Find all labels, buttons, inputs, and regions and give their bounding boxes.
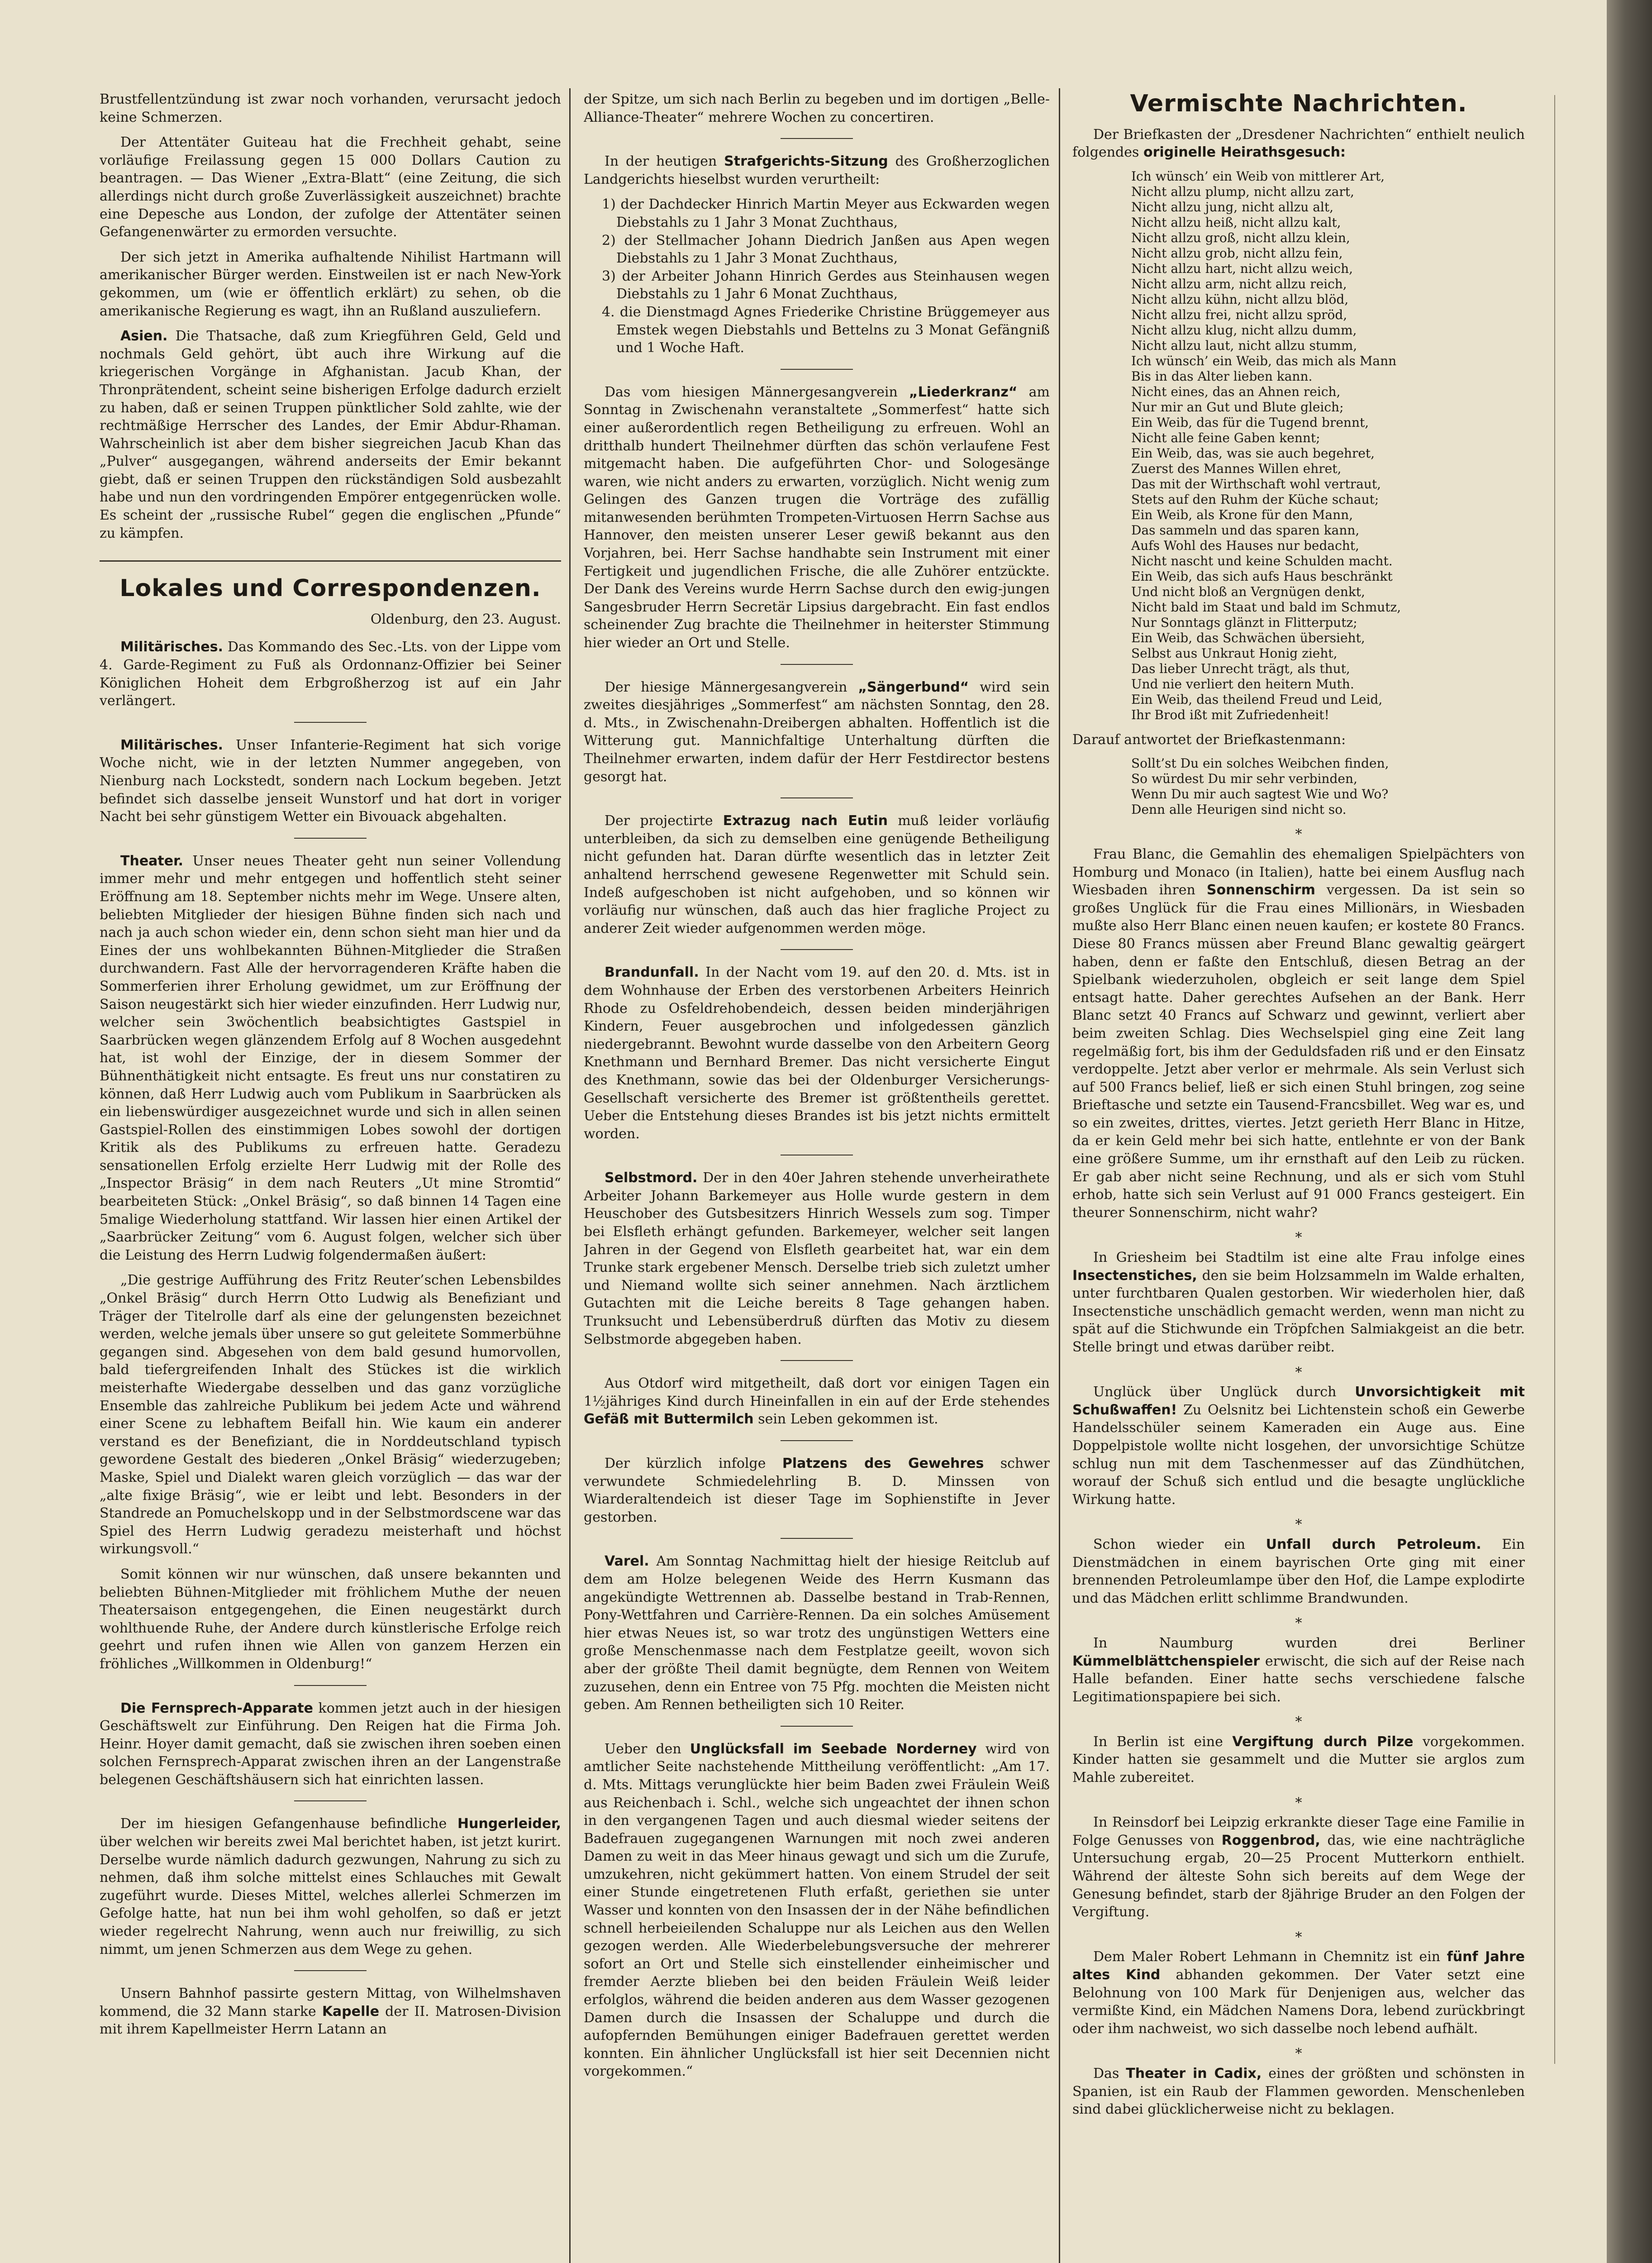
article-selbstmord (584, 1169, 1050, 1348)
poem-line: Ein Weib, das theilend Freud und Leid, (1131, 692, 1383, 707)
article-text: In der Nacht vom 19. auf den 20. d. Mts. ist in dem Wohnhause der Erben des verstorbenen Arbeiters Heinrich Rhode zu Osfeldrehobendeich, dessen beiden minderjährigen Kindern, Feuer ausgebrochen und infolgedessen gänzlich niedergebrannt. Bewohnt wurde dasselbe von den Arbeitern Georg Knethmann und Bernhard Bremer. Das nicht versicherte Eingut des Knethmann, sowie das bei der Oldenburger Versicherungs-Gesellschaft versicherte des Bremer ist größtentheils gerettet. Ueber die Entstehung dieses Brandes ist bis jetzt nichts ermittelt worden. (584, 964, 1050, 1142)
page-edge-line (1554, 95, 1555, 2064)
divider (294, 838, 367, 839)
poem-line: Nicht allzu laut, nicht allzu stumm, (1131, 338, 1357, 353)
article-text: wird sein zweites diesjähriges „Sommerfest“ am nächsten Sonntag, den 28. d. Mts., in Zwischenahn-Dreibergen abhalten. Hoffentlich ist die Witterung gut. Mannichfaltige Unterhaltung dürften die Theilnehmer erwarten, indem dafür der Herr Festdirector bestens gesorgt hat. (584, 679, 1050, 785)
poem-line: Aufs Wohl des Hauses nur bedacht, (1131, 538, 1359, 553)
article-text: Die Thatsache, daß zum Kriegführen Geld, Geld und nochmals Geld gehört, übt auch ihre Wirkung auf die kriegerischen Vorgänge in Afghanistan. Jacub Khan, der Thronprätendent, scheint seine bisherigen Erfolge dadurch erzielt zu haben, daß er seinen Truppen pünktlicher Sold zahlte, wie der rechtmäßige Herrscher des Landes, der Emir Abdur-Rhaman. Wahrscheinlich ist aber dem bisher siegreichen Jacub Khan das „Pulver“ ausgegangen, während anderseits der Emir bekannt giebt, daß er seinen Truppen den rückständigen Sold ausbezahlt habe und nun den vordringenden Empörer entgegenrücken wolle. Es scheint der „russische Rubel“ gegen die englischen „Pfunde“ zu kämpfen. (100, 328, 561, 541)
divider (781, 1440, 853, 1441)
quotation: „Die gestrige Aufführung des Fritz Reuter’schen Lebensbildes „Onkel Bräsig“ durch Herrn Otto Ludwig als Benefiziant und Träger der Titelrolle darf als eine der gelungensten bezeichnet werden, welche jemals über unsere so gut geleitete Sommerbühne gegangen sind. Abgesehen von dem bald gesund humorvollen, bald tiefergreifenden Inhalt des Stückes ist die wirklich meisterhafte Wiedergabe desselben und das ganz vorzügliche Ensemble das zahlreiche Publikum bei jedem Acte und während einer Scene zu lebhaftem Beifall hin. Wie kaum ein anderer verstand es der Benefiziant, die in Norddeutschland typisch gewordene Gestalt des biederen „Onkel Bräsig“ wiederzugeben; Maske, Spiel und Dialekt waren gleich vorzüglich — das war der „alte fixige Bräsig“, wie er leibt und lebt. Besonders in der Standrede an Pomuchelskopp und in der Selbstmordscene war das Spiel des Herrn Ludwig geradezu meisterhaft und höchst wirkungsvoll.“ (100, 1272, 561, 1557)
article-text: Der Briefkasten der „Dresdener Nachrichten“ enthielt neulich folgendes (1072, 126, 1525, 161)
separator-star: * (1295, 1517, 1302, 1533)
article-keyword: Vergiftung durch Pilze (1232, 1733, 1414, 1750)
article-text: In Griesheim bei Stadtilm ist eine alte Frau infolge eines (1093, 1250, 1525, 1266)
poem-line: Nicht allzu jung, nicht allzu alt, (1131, 199, 1334, 215)
column-1 (100, 91, 561, 2263)
article-text: das, wie eine nachträgliche Untersuchung ergab, 20—25 Procent Mutterkorn enthielt. Während der älteste Sohn sich bereits auf dem Wege der Genesung befindet, starb der 8jährige Bruder an den Folgen der Vergiftung. (1072, 1832, 1525, 1920)
article-insectenstich (1072, 1249, 1525, 1356)
article-text: vorgekommen. Kinder hatten sie gesammelt und die Mutter sie arglos zum Mahle zubereitet. (1072, 1733, 1525, 1786)
article-keyword: Kapelle (322, 2003, 380, 2020)
paragraph: Darauf antwortet der Briefkastenmann: (1072, 731, 1346, 748)
divider (781, 664, 853, 665)
poem-line: Nicht allzu frei, nicht allzu spröd, (1131, 307, 1347, 322)
article-text: Das Kommando des Sec.-Lts. von der Lippe vom 4. Garde-Regiment zu Fuß als Ordonnanz-Offizier bei Seiner Königlichen Hoheit dem Erbgroßherzog ist auf ein Jahr verlängert. (100, 639, 561, 709)
poem-line: Das mit der Wirthschaft wohl vertraut, (1131, 476, 1381, 492)
divider (294, 1970, 367, 1971)
poem-line: Selbst aus Unkraut Honig zieht, (1131, 645, 1338, 661)
article-text: Schon wieder ein (1093, 1536, 1246, 1552)
article-keyword: Gefäß mit Buttermilch (584, 1411, 754, 1428)
poem-line: Nicht allzu groß, nicht allzu klein, (1131, 230, 1350, 245)
article-keyword: Unglücksfall im Seebade Norderney (690, 1741, 977, 1757)
article-text: am Sonntag in Zwischenahn veranstaltete „Sommerfest“ hatte sich einer außerordentlich regen Betheiligung zu erfreuen. Wohl an dritthalb hundert Theilnehmer dürften das schön verlaufene Fest mitgemacht haben. Die aufgeführten Chor- und Sologesänge waren, wie nicht anders zu erwarten, vorzüglich. Nicht wenig zum Gelingen des Ganzen trugen die Vorträge des zufällig mitanwesenden berühmten Trompeten-Virtuosen Herrn Sachse aus Hannover, den meisten unserer Leser gewiß bekannt aus den Vorjahren, bei. Herr Sachse handhabte sein Instrument mit einer Fertigkeit und jugendlichen Frische, die alle Zuhörer entzückte. Der Dank des Vereins wurde Herrn Sachse durch den ewig-jungen Sangesbruder Herrn Secretär Lipsius dargebracht. Ein fast endlos scheinender Zug brachte die Theilnehmer in heiterster Stimmung hier wieder an Ort und Stelle. (584, 384, 1050, 651)
article-text: vergessen. Da ist sein so großes Unglück für die Frau eines Millionärs, in Wiesbaden mußte also Herr Blanc einen neuen kaufen; er kostete 80 Francs. Diese 80 Francs müssen aber Freund Blanc gewaltig geärgert haben, denn er faßte den Entschluß, diesen Betrag an der Spielbank wiederzuholen, obgleich er seit lange dem Spiel entsagt hatte. Daher gerechtes Aufsehen an der Bank. Herr Blanc setzt 40 Francs auf Schwarz und gewinnt, verliert aber beim zweiten Schlag. Dies Wechselspiel ging eine Zeit lang regelmäßig fort, bis ihm der Geduldsfaden riß und er den Einsatz verdoppelte. Jetzt aber verlor er mehrmale. Als sein Verlust sich auf 500 Francs belief, ließ er sich einen Stuhl bringen, zog seine Brieftasche und setzte ein Tausend-Francsbillet. Weg war es, und so ein zweites, drittes, viertes. Jetzt gerieth Herr Blanc in Hitze, da er kein Geld mehr bei sich hatte, entlehnte er von der Bank eine größere Summe, um ihr ernsthaft auf den Leib zu rücken. Er gab aber nicht seine Rechnung, und als er sich vom Stuhl erhob, hatte sich sein Verlust auf 91 000 Francs gesteigert. Ein theurer Sonnenschirm, nicht wahr? (1072, 882, 1525, 1221)
poem-line: Nicht allzu hart, nicht allzu weich, (1131, 261, 1353, 276)
article-text: über welchen wir bereits zwei Mal berichtet haben, ist jetzt kurirt. Derselbe wurde nämlich dadurch gezwungen, Nahrung zu sich zu nehmen, daß ihm solche mittelst eines Schlauches mit Gewalt zugeführt wurde. Dieses Mittel, welches allerlei Schmerzen im Gefolge hatte, hat nun bei ihm wohl geholfen, so daß er jetzt wieder regelrecht Nahrung, wenn auch nur freiwillig, zu sich nimmt, um jenen Schmerzen aus dem Wege zu gehen. (100, 1834, 561, 1957)
article-text: der II. Matrosen-Division mit ihrem Kapellmeister Herrn Latann an (100, 2003, 561, 2038)
article-keyword: Theater. (120, 853, 184, 869)
separator-star: * (1295, 2046, 1302, 2062)
article-keyword: Unvorsichtigkeit mit Schußwaffen! (1072, 1384, 1525, 1418)
article-roggenbrod (1072, 1814, 1525, 1921)
poem-line: Nur mir an Gut und Blute gleich; (1131, 399, 1344, 415)
poem-line: Ein Weib, das, was sie auch begehret, (1131, 445, 1375, 461)
article-text: erwischt, die sich auf der Reise nach Halle befanden. Einer hatte sechs verschiedene falsche Legitimationspapiere bei sich. (1072, 1653, 1525, 1705)
poem-answer (1072, 756, 1525, 817)
paragraph: Der sich jetzt in Amerika aufhaltende Nihilist Hartmann will amerikanischer Bürger werden. Einstweilen ist er nach New-York gekommen, um (wie er öffentlich erklärt) zu sehen, ob die amerikanische Regierung es wagt, ihn an Rußland auszuliefern. (100, 249, 561, 319)
article-heirathsgesuch (1072, 126, 1525, 162)
article-text: den sie beim Holzsammeln im Walde erhalten, unter furchtbaren Qualen gestorben. Wir wiederholen hier, daß Insectenstiche unschädlich gemacht werden, wenn man nicht zu spät auf die Stichwunde ein Tröpfchen Salmiakgeist an die betr. Stelle bringt und etwas darüber reibt. (1072, 1267, 1525, 1355)
article-text: Ein Dienstmädchen in einem bayrischen Orte ging mit einer brennenden Petroleumlampe über den Hof, die Lampe explodirte und das Mädchen erlitt schlimme Brandwunden. (1072, 1536, 1525, 1606)
paragraph: Der Attentäter Guiteau hat die Frechheit gehabt, seine vorläufige Freilassung gegen 15 000 Dollars Caution zu beantragen. — Das Wiener „Extra-Blatt“ (eine Zeitung, die sich allerdings nicht durch große Zuverlässigkeit auszeichnet) brachte eine Depesche aus London, der zufolge der Attentäter seinen Gefangenenwärter zu ermorden versuchte. (100, 134, 561, 240)
article-text: kommen jetzt auch in der hiesigen Geschäftswelt zur Einführung. Den Reigen hat die Firma Joh. Heinr. Hoyer damit gemacht, daß sie zwischen ihren soeben einen solchen Fernsprech-Apparat zwischen ihren an der Langenstraße belegenen Geschäftshäusern sich hat einrichten lassen. (100, 1700, 561, 1788)
divider (781, 797, 853, 798)
divider (781, 138, 853, 139)
divider (294, 1685, 367, 1686)
article-text: Am Sonntag Nachmittag hielt der hiesige Reitclub auf dem am Holze belegenen Weide des Herrn Kusmann das angekündigte Wettrennen ab. Dasselbe bestand in Trab-Rennen, Pony-Wettfahren und Carrière-Rennen. Da ein solches Amüsement hier etwas Neues ist, so war trotz des ungünstigen Wetters eine große Menschenmasse nach dem Festplatze geeilt, wovon sich aber der größte Theil damit begnügte, dem Rennen von Weitem zuzusehen, denn ein Entree von 75 Pfg. mochten die Meisten nicht geben. Am Rennen betheiligten sich 10 Reiter. (584, 1553, 1050, 1713)
paragraph: Brustfellentzündung ist zwar noch vorhanden, verursacht jedoch keine Schmerzen. (100, 91, 561, 125)
article-text: eines der größten und schönsten in Spanien, ist ein Raub der Flammen geworden. Menschenleben sind dabei glücklicherweise nicht zu beklagen. (1072, 2065, 1525, 2118)
article-text: Unser neues Theater geht nun seiner Vollendung immer mehr und mehr entgegen und hoffentlich steht seiner Eröffnung am 18. September nichts mehr im Wege. Unsere alten, beliebten Mitglieder der hiesigen Bühne finden sich nach und nach ja auch schon wieder ein, denn schon sieht man hier und da Eines der uns wohlbekannten Bühnen-Mitglieder die Straßen durchwandern. Fast Alle der hervorragenderen Kräfte haben die Sommerferien ihrer Erholung gewidmet, um zur Eröffnung der Saison neugestärkt sich hier wieder einzufinden. Herr Ludwig nur, welcher sein 3wöchentlich beabsichtigtes Gastspiel in Saarbrücken wegen glänzendem Erfolg auf 8 Wochen ausgedehnt hat, ist wohl der Einzige, der in diesem Sommer der Bühnenthätigkeit nicht entsagte. Es freut uns nur constatiren zu können, daß Herr Ludwig auch vom Publikum in Saarbrücken als ein liebenswürdiger ausgezeichnet wurde und sich in allen seinen Gastspiel-Rollen des einstimmigen Lobes sowohl der dortigen Kritik als des Publikums zu erfreuen hatte. Geradezu sensationellen Erfolg erzielte Herr Ludwig mit der Rolle des „Inspector Bräsig“ in dem nach Reuters „Ut mine Stromtid“ bearbeiteten Stück: „Onkel Bräsig“, so daß binnen 14 Tagen eine 5malige Wiederholung stattfand. Wir lassen hier einen Artikel der „Saarbrücker Zeitung“ vom 6. August folgen, welcher sich über die Leistung des Herrn Ludwig folgendermaßen äußert: (100, 853, 561, 1263)
article-extrazug (584, 812, 1050, 937)
divider (781, 1360, 853, 1361)
poem-line: Wenn Du mir auch sagtest Wie und Wo? (1131, 787, 1389, 802)
article-text: Das vom hiesigen Männergesangverein (605, 384, 898, 400)
poem-line: Ein Weib, das Schwächen übersieht, (1131, 630, 1365, 645)
article-kind (1072, 1948, 1525, 2038)
article-text: Der projectirte (605, 813, 713, 829)
article-text: Das (1093, 2065, 1119, 2082)
poem-line: Nicht nascht und keine Schulden macht. (1131, 553, 1393, 568)
article-text: Dem Maler Robert Lehmann in Chemnitz ist ein (1093, 1949, 1441, 1965)
article-text: In der heutigen (605, 153, 717, 170)
poem-line: Ein Weib, das für die Tugend brennt, (1131, 415, 1369, 430)
divider (781, 1726, 853, 1727)
column-rule (1059, 88, 1060, 2263)
poem-line: Nicht allzu grob, nicht allzu fein, (1131, 245, 1343, 261)
article-text: In Naumburg wurden drei Berliner (1093, 1635, 1525, 1651)
poem-line: Ein Weib, als Krone für den Mann, (1131, 507, 1353, 522)
list-item: 2) der Stellmacher Johann Diedrich Janßen aus Apen wegen Diebstahls zu 1 Jahr 3 Monat Zuchthaus, (602, 232, 1050, 267)
article-text: In Berlin ist eine (1093, 1733, 1223, 1750)
article-keyword: fünf Jahre altes Kind (1072, 1949, 1525, 1983)
poem-line: Nur Sonntags glänzt in Flitterputz; (1131, 615, 1357, 630)
column-rule (569, 88, 571, 2263)
article-norderney (584, 1740, 1050, 2081)
article-hungerleider (100, 1815, 561, 1958)
poem-line: Sollt’st Du ein solches Weibchen finden, (1131, 756, 1389, 771)
article-keyword: Varel. (605, 1553, 649, 1570)
article-saengerbund (584, 678, 1050, 786)
dateline: Oldenburg, den 23. August. (370, 611, 561, 627)
article-keyword: Unfall durch Petroleum. (1266, 1536, 1481, 1552)
article-keyword: Hungerleider, (457, 1816, 561, 1832)
article-text: In Reinsdorf bei Leipzig erkrankte dieser Tage eine Familie in Folge Genusses von (1072, 1814, 1525, 1848)
article-text: Zu Oelsnitz bei Lichtenstein schoß ein Gewerbe Handelsschüler seinem Kameraden ein Auge aus. Eine Doppelpistole wollte nicht losgehen, der unvorsichtige Schütze schlug nun mit dem Taschenmesser auf das Zündhütchen, worauf der Schuß sich entlud und die besagte unglückliche Wirkung hatte. (1072, 1402, 1525, 1508)
article-text: Der kürzlich infolge (605, 1456, 766, 1471)
section-title: Vermischte Nachrichten. (1130, 91, 1467, 117)
article-keyword: Die Fernsprech-Apparate (120, 1700, 313, 1716)
article-keyword: Strafgerichts-Sitzung (724, 153, 888, 170)
separator-star: * (1295, 1364, 1302, 1380)
poem-line: Nicht bald im Staat und bald im Schmutz, (1131, 599, 1401, 615)
separator-star: * (1295, 1795, 1302, 1811)
list-item: 4. die Dienstmagd Agnes Friederike Christine Brüggemeyer aus Emstek wegen Diebstahls und Bettelns zu 3 Monat Gefängniß und 1 Woche Haft. (602, 304, 1050, 356)
article-keyword: Asien. (120, 328, 168, 344)
divider (294, 722, 367, 723)
article-text: Der in den 40er Jahren stehende unverheirathete Arbeiter Johann Barkemeyer aus Holle wurde gestern in dem Heuschober des Gutsbesitzers Hinrich Wessels zum sog. Timper bei Elsfleth erhängt gefunden. Barkemeyer, welcher seit langen Jahren in der Gegend von Elsfleth gearbeitet hat, war ein dem Trunke stark ergebener Mensch. Derselbe trieb sich zuletzt umher und Niemand wollte sich seiner annehmen. Nach ärztlichem Gutachten mit die Leiche bereits 8 Tage gehangen haben. Trunksucht und Lebensüberdruß dürften das Motiv zu diesem Selbstmorde abgegeben haben. (584, 1170, 1050, 1347)
poem-line: Nicht allzu klug, nicht allzu dumm, (1131, 322, 1357, 338)
article-kuemmelblaettchen (1072, 1634, 1525, 1706)
poem (1072, 169, 1525, 723)
poem-line: Bis in das Alter lieben kann. (1131, 368, 1313, 384)
article-text: wird von amtlicher Seite nachstehende Mittheilung veröffentlicht: „Am 17. d. Mts. Mittags verunglückte hier beim Baden zwei Fräulein Weiß aus Reichenbach i. Schl., welche sich ungeachtet der ihnen schon in den vergangenen Tagen und auch diesmal wieder seitens der Badefrauen zugegangenen Warnungen mit noch zwei anderen Damen zu weit in das Meer hinaus gewagt und sich um die Zurufe, umzukehren, nicht gekümmert hatten. Von einem Strudel der seit einer Stunde eingetretenen Fluth erfaßt, geriethen sie unter Wasser und konnten von den Insassen der in der Nähe befindlichen schnell herbeieilenden Schaluppe nur als Leichen aus den Wellen gezogen werden. Alle Wiederbelebungsversuche der mehrerer sofort an Ort und Stelle sich einstellender einheimischer und fremder Aerzte blieben bei den beiden Fräulein Weiß leider erfolglos, während die beiden anderen aus dem Wasser gezogenen Damen durch die Insassen der Schaluppe und durch die aufopfernden Bemühungen einiger Badefrauen gerettet werden konnten. Ein ähnlicher Unglücksfall ist hier seit Decennien nicht vorgekommen.“ (584, 1741, 1050, 2080)
article-liederkranz (584, 383, 1050, 652)
poem-line: Ich wünsch’ ein Weib von mittlerer Art, (1131, 168, 1385, 184)
article-text: Frau Blanc, die Gemahlin des ehemaligen Spielpächters von Homburg und Monaco (in Italien), hatte bei einem Ausflug nach Wiesbaden ihren (1072, 846, 1525, 898)
list-item: 1) der Dachdecker Hinrich Martin Meyer aus Eckwarden wegen Diebstahls zu 1 Jahr 3 Monat Zuchthaus, (602, 196, 1050, 230)
article-varel (584, 1552, 1050, 1714)
verdict-list (602, 196, 1050, 357)
article-otdorf (584, 1375, 1050, 1428)
divider (781, 369, 853, 370)
poem-line: Ihr Brod ißt mit Zufriedenheit! (1131, 707, 1329, 722)
article-cadiz (1072, 2065, 1525, 2119)
article-gewehr (584, 1455, 1050, 1526)
article-keyword: Selbstmord. (605, 1170, 698, 1186)
article-text: des Großherzoglichen Landgerichts hieselbst wurden verurtheilt: (584, 153, 1050, 187)
article-text: Der im hiesigen Gefangenhause befindliche (120, 1816, 447, 1832)
separator-star: * (1295, 1929, 1302, 1945)
article-keyword: „Liederkranz“ (909, 384, 1018, 400)
paragraph: der Spitze, um sich nach Berlin zu begeben und im dortigen „Belle-Alliance-Theater“ mehrere Wochen zu concertiren. (584, 91, 1050, 125)
divider (781, 1538, 853, 1539)
poem-line: Nicht eines, das an Ahnen reich, (1131, 384, 1341, 399)
article-text: sein Leben gekommen ist. (758, 1411, 938, 1428)
article-theater (100, 852, 561, 1265)
article-militaerisches (100, 638, 561, 710)
article-keyword: Militärisches. (120, 737, 223, 753)
section-title: Lokales und Correspondenzen. (119, 575, 541, 602)
poem-line: Und nicht bloß an Vergnügen denkt, (1131, 584, 1365, 599)
article-keyword: Kümmelblättchenspieler (1072, 1653, 1260, 1669)
poem-line: Nicht allzu plump, nicht allzu zart, (1131, 184, 1354, 199)
article-keyword: Brandunfall. (605, 964, 699, 981)
paragraph: Somit können wir nur wünschen, daß unsere bekannten und beliebten Bühnen-Mitglieder mit fröhlichem Muthe der neuen Theatersaison entgegengehen, die Einen neugestärkt durch wohlthuende Ruhe, der Andere durch künstlerische Erfolge reich geehrt und rufen ihnen wie Allen von ganzem Herzen ein fröhliches „Willkommen in Oldenburg!“ (100, 1566, 561, 1672)
poem-line: Und nie verliert den heitern Muth. (1131, 676, 1354, 692)
poem-line: Denn alle Heurigen sind nicht so. (1131, 802, 1347, 817)
article-pilze (1072, 1733, 1525, 1787)
separator-star: * (1295, 1615, 1302, 1632)
article-fernsprech (100, 1700, 561, 1789)
article-keyword: Sonnenschirm (1206, 882, 1315, 898)
article-text: Unsern Bahnhof passirte gestern Mittag, von Wilhelmshaven kommend, die 32 Mann starke (100, 1986, 561, 2020)
article-schusswaffen (1072, 1383, 1525, 1509)
article-kapelle (100, 1985, 561, 2039)
poem-line: Ich wünsch’ ein Weib, das mich als Mann (1131, 353, 1397, 368)
article-text: Der hiesige Männergesangverein (605, 679, 847, 695)
scan-border (1607, 0, 1652, 2263)
article-text: Ueber den (605, 1741, 681, 1757)
poem-line: Nicht allzu arm, nicht allzu reich, (1131, 276, 1347, 291)
poem-line: Nicht allzu kühn, nicht allzu blöd, (1131, 291, 1349, 307)
article-keyword: Extrazug nach Eutin (723, 813, 888, 829)
divider (781, 949, 853, 950)
article-text: schwer verwundete Schmiedelehrling B. D. Minssen von Wiarderaltendeich ist dieser Tage im Sophienstifte in Jever gestorben. (584, 1456, 1050, 1525)
article-keyword: Platzens des Gewehres (782, 1456, 984, 1471)
article-petroleum (1072, 1536, 1525, 1607)
divider (100, 560, 561, 562)
separator-star: * (1295, 1714, 1302, 1730)
poem-line: So würdest Du mir sehr verbinden, (1131, 771, 1357, 787)
article-sonnenschirm (1072, 845, 1525, 1222)
poem-line: Ein Weib, das sich aufs Haus beschränkt (1131, 568, 1393, 584)
article-text: Unglück über Unglück durch (1093, 1384, 1337, 1400)
article-keyword: Insectenstiches, (1072, 1267, 1197, 1284)
article-text: Unser Infanterie-Regiment hat sich vorige Woche nicht, wie in der letzten Nummer angegeben, von Nienburg nach Lockstedt, sondern nach Lockum begeben. Jetzt befindet sich dasselbe jenseit Wunstorf und hat dort in voriger Nacht bei sehr günstigem Wetter ein Bivouack abgehalten. (100, 737, 561, 825)
article-keyword: Theater in Cadix, (1126, 2065, 1262, 2082)
article-text: muß leider vorläufig unterbleiben, da sich zu demselben eine genügende Betheiligung nicht gefunden hat. Daran dürfte wesentlich das in letzter Zeit anhaltend herrschend gewesene Regenwetter mit Schuld sein. Indeß aufgeschoben ist nicht aufgehoben, und so können wir vorläufig nur wünschen, daß auch das hier fragliche Project zu anderer Zeit wieder aufgenommen werden möge. (584, 813, 1050, 936)
article-keyword: „Sängerbund“ (858, 679, 969, 695)
article-militaerisches (100, 736, 561, 826)
divider (294, 1800, 367, 1801)
column-3 (1072, 91, 1525, 2263)
list-item: 3) der Arbeiter Johann Hinrich Gerdes aus Steinhausen wegen Diebstahls zu 1 Jahr 6 Monat Zuchthaus, (602, 268, 1050, 302)
article-keyword: Militärisches. (120, 639, 223, 655)
article-keyword: originelle Heirathsgesuch: (1143, 144, 1346, 161)
poem-line: Stets auf den Ruhm der Küche schaut; (1131, 492, 1379, 507)
poem-line: Das sammeln und das sparen kann, (1131, 522, 1360, 538)
poem-line: Zuerst des Mannes Willen ehret, (1131, 461, 1342, 476)
article-text: abhanden gekommen. Der Vater setzt eine Belohnung von 100 Mark für Denjenigen aus, welcher das vermißte Kind, ein Mädchen Namens Dora, lebend zurückbringt oder ihm nachweist, wo sich dasselbe noch lebend aufhält. (1072, 1967, 1525, 2037)
separator-star: * (1295, 1230, 1302, 1246)
article-strafgericht (584, 153, 1050, 188)
article-keyword: Roggenbrod, (1221, 1832, 1320, 1848)
article-text: Aus Otdorf wird mitgetheilt, daß dort vor einigen Tagen ein 1½jähriges Kind durch Hineinfallen in ein auf der Erde stehendes (584, 1375, 1050, 1409)
article-brandunfall (584, 964, 1050, 1143)
column-2 (584, 91, 1050, 2263)
separator-star: * (1295, 826, 1302, 843)
article-asien (100, 327, 561, 542)
poem-line: Das lieber Unrecht trägt, als thut, (1131, 661, 1350, 676)
poem-line: Nicht allzu heiß, nicht allzu kalt, (1131, 215, 1341, 230)
poem-line: Nicht alle feine Gaben kennt; (1131, 430, 1320, 445)
